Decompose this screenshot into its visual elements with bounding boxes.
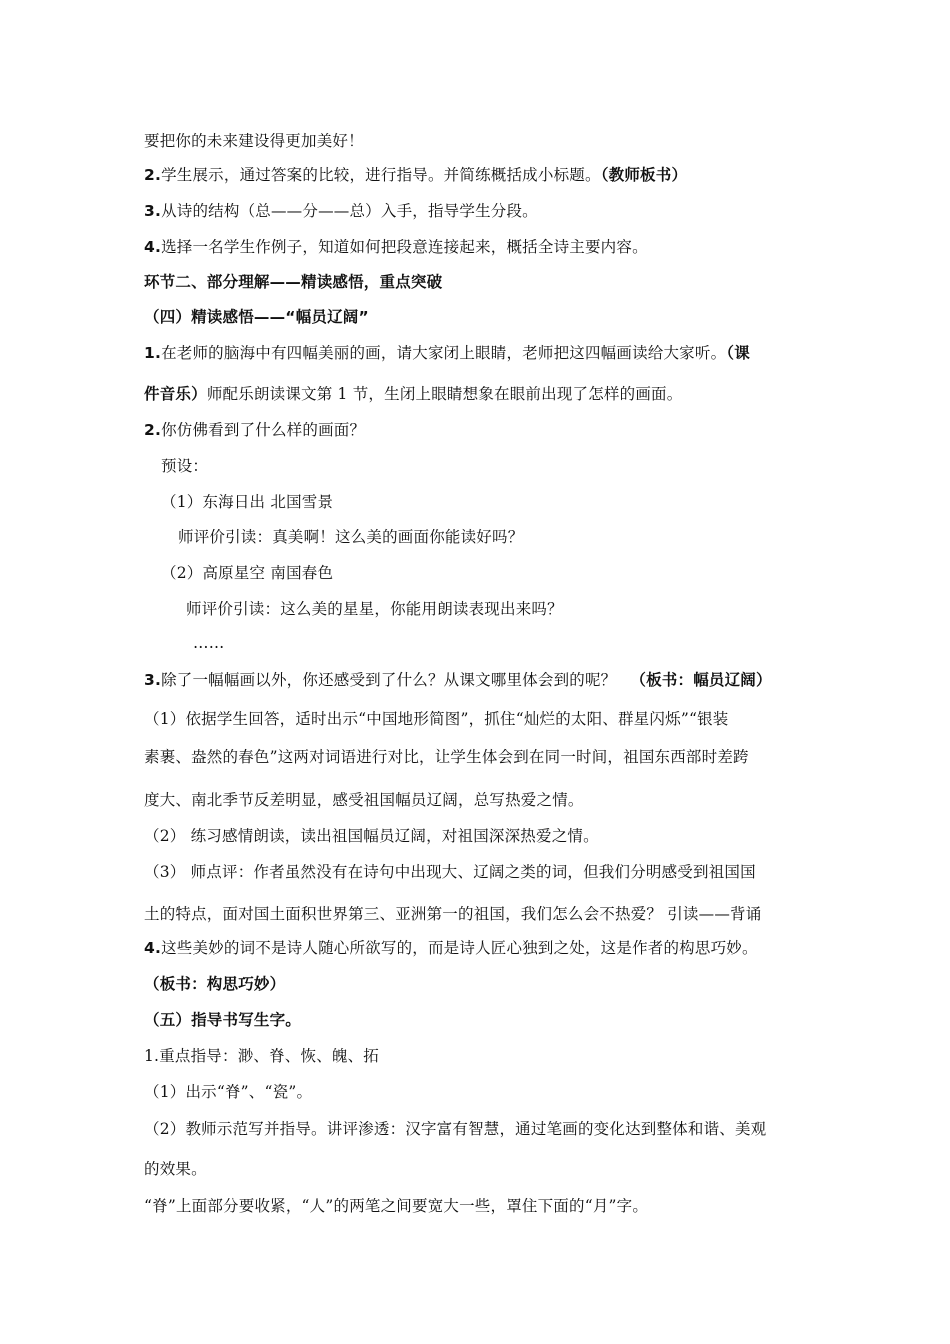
- list-item-4: 4.选择一名学生作例子，知道如何把段意连接起来，概括全诗主要内容。: [144, 238, 648, 256]
- paragraph-line: （2）教师示范写并指导。讲评渗透：汉字富有智慧，通过笔画的变化达到整体和谐、美观: [144, 1120, 767, 1138]
- paragraph-line: 度大、南北季节反差明显，感受祖国幅员辽阔，总写热爱之情。: [144, 791, 584, 809]
- paragraph-line: “脊”上面部分要收紧，“人”的两笔之间要宽大一些，罩住下面的“月”字。: [144, 1197, 649, 1215]
- list-item-1: 1.在老师的脑海中有四幅美丽的画，请大家闭上眼睛，老师把这四幅画读给大家听。（课: [144, 344, 750, 362]
- list-item-2: 2.学生展示，通过答案的比较，进行指导。并简练概括成小标题。（教师板书）: [144, 166, 688, 184]
- paragraph-line: 1.重点指导：渺、脊、恢、魄、拓: [144, 1047, 379, 1065]
- board-note: （板书：构思巧妙）: [144, 975, 286, 993]
- preset-label: 预设：: [161, 457, 209, 475]
- teacher-comment: 师评价引读：这么美的星星，你能用朗读表现出来吗？: [186, 600, 563, 618]
- paragraph-line: （3） 师点评：作者虽然没有在诗句中出现大、辽阔之类的词，但我们分明感受到祖国国: [144, 863, 756, 881]
- list-item-2: 2.你仿佛看到了什么样的画面？: [144, 421, 366, 439]
- list-item-4: 4.这些美妙的词不是诗人随心所欲写的，而是诗人匠心独到之处，这是作者的构思巧妙。: [144, 939, 758, 957]
- paragraph-line: 土的特点，面对国土面积世界第三、亚洲第一的祖国，我们怎么会不热爱？ 引读——背诵: [144, 905, 762, 923]
- paragraph-line: 件音乐）师配乐朗读课文第 1 节，生闭上眼睛想象在眼前出现了怎样的画面。: [144, 385, 683, 403]
- paragraph-line: 的效果。: [144, 1160, 207, 1178]
- list-item-3: 3.从诗的结构（总——分——总）入手，指导学生分段。: [144, 202, 538, 220]
- subsection-heading: （五）指导书写生字。: [144, 1011, 302, 1029]
- section-heading: 环节二、部分理解——精读感悟，重点突破: [144, 273, 443, 291]
- ellipsis: ……: [193, 634, 225, 652]
- preset-item-1: （1）东海日出 北国雪景: [161, 493, 334, 511]
- paragraph-line: （2） 练习感情朗读，读出祖国幅员辽阔，对祖国深深热爱之情。: [144, 827, 599, 845]
- paragraph-line: （1）出示“脊”、“瓷”。: [144, 1083, 313, 1101]
- subsection-heading: （四）精读感悟——“幅员辽阔”: [144, 308, 369, 326]
- preset-item-2: （2）高原星空 南国春色: [161, 564, 334, 582]
- paragraph-line: 要把你的未来建设得更加美好！: [144, 132, 364, 150]
- teacher-comment: 师评价引读：真美啊！这么美的画面你能读好吗？: [178, 528, 524, 546]
- paragraph-line: （1）依据学生回答，适时出示“中国地形简图”，抓住“灿烂的太阳、群星闪烁”“银装: [144, 710, 729, 728]
- list-item-3: 3.除了一幅幅画以外，你还感受到了什么？从课文哪里体会到的呢？ （板书：幅员辽阔）: [144, 671, 772, 689]
- paragraph-line: 素裹、盎然的春色”这两对词语进行对比，让学生体会到在同一时间，祖国东西部时差跨: [144, 748, 749, 766]
